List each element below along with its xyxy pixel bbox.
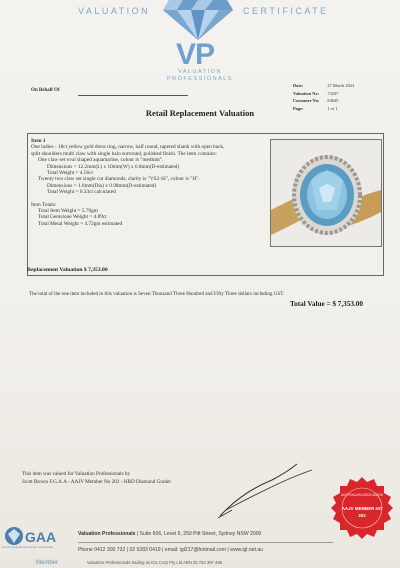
valuer-line1: This item was valued for Valuation Professionals by [22,471,131,477]
item-desc-line2: split shoulders multi claw with single halo surround, polished finish. The item contains: [31,150,217,157]
valuer-line2: Scott Brown F.G.A.A - AAJV Member No 202 - HRD Diamond Grader [22,478,172,485]
stone1-weight: Total Weight = 4.56ct [47,170,93,177]
vp-logo-text: VP [176,38,215,71]
valno-value: 73237 [327,90,339,96]
seal-number-text: 202 [358,513,366,518]
stone2-text: Twenty two claw set single cut diamonds, clarity is "VS2-SI", colour is "H". [38,176,200,183]
logo-subtitle-professionals: PROFESSIONALS [167,76,233,82]
total-item-weight: Total Item Weight = 5.70gm [38,208,98,215]
footer-divider [78,542,333,543]
ring-image [271,140,381,246]
seal-member-text: AAJV MEMBER NO [341,506,383,511]
stone1-text: One claw set oval shaped aquamarine, colour is "medium". [38,157,164,164]
stone1-dimensions: Dimensions = 12.2mm(L) x 10mm(W) x 6.8mm(D-estimated) [47,163,180,170]
custno-value: 84645 [327,98,339,104]
document-title: Retail Replacement Valuation [145,108,255,118]
item-description [31,138,271,227]
page-value: 1 of 1 [327,105,338,111]
header-certificate-text: CERTIFICATE [243,6,329,16]
total-metal-weight: Total Metal Weight = 4.72gm estimated [38,220,123,227]
replacement-valuation: Replacement Valuation $ 7,353.00 [27,267,108,273]
stone2-weight: Total Weight = 0.33ct calculated [47,189,116,196]
footer-company: Valuation Professionals [78,531,136,537]
total-value: Total Value = $ 7,353.00 [290,300,363,308]
on-behalf-label: On Behalf Of [31,88,60,93]
footer-contacts: Phone 0412 300 732 | 02 9283 0419 | email: igl217@hotmail.com | www.igl.net.au [78,547,263,553]
page-label: Page: [293,105,304,111]
gaa-subtitle: Gemmological Association of Australia [2,545,53,549]
item-heading: Item 1 [31,138,46,144]
stone2-dimensions: Dimensions = 1.6mm(Dia) x 0.98mm(D-estimated) [47,182,157,189]
footer-legal: Valuation Professionals trading as IGL Corp Pty Ltd ABN 25 734 397 496 [87,560,223,565]
gaa-logo-text: GAA [25,529,57,545]
gaa-member-label: Member [36,560,59,566]
date-value: 27 March 2023 [327,83,355,88]
item-totals-heading: Item Totals: [31,201,57,208]
signature-image [212,452,322,522]
logo-subtitle-valuation: VALUATION [178,69,222,75]
header-valuation-text: VALUATION [78,6,151,16]
diamond-logo-icon [163,0,233,40]
total-sentence: The total of the one item included in this valuation is Seven Thousand Three Hundred and Fifty Three dollars including GST. [29,291,285,297]
item-desc-line1: One ladies - 18ct yellow gold dress ring, narrow, half round, tapered shank with open back, [31,144,225,151]
footer-address [78,531,261,537]
total-gemstone-weight: Total Gemstone Weight = 4.89ct [38,214,107,221]
valno-label: Valuation No: [293,90,320,96]
ring-photo [270,139,382,247]
footer-address-text: | Suite 606, Level 6, 250 Pitt Street, Sydney NSW 2000 [135,531,262,537]
date-label: Date: [293,83,304,88]
on-behalf-underline [78,95,188,96]
valuer-block [22,471,171,486]
aajv-seal-icon [330,476,394,540]
custno-label: Customer No: [293,98,320,104]
seal-top-text: AUSTRALIAN ASSOCIATION [340,493,384,497]
